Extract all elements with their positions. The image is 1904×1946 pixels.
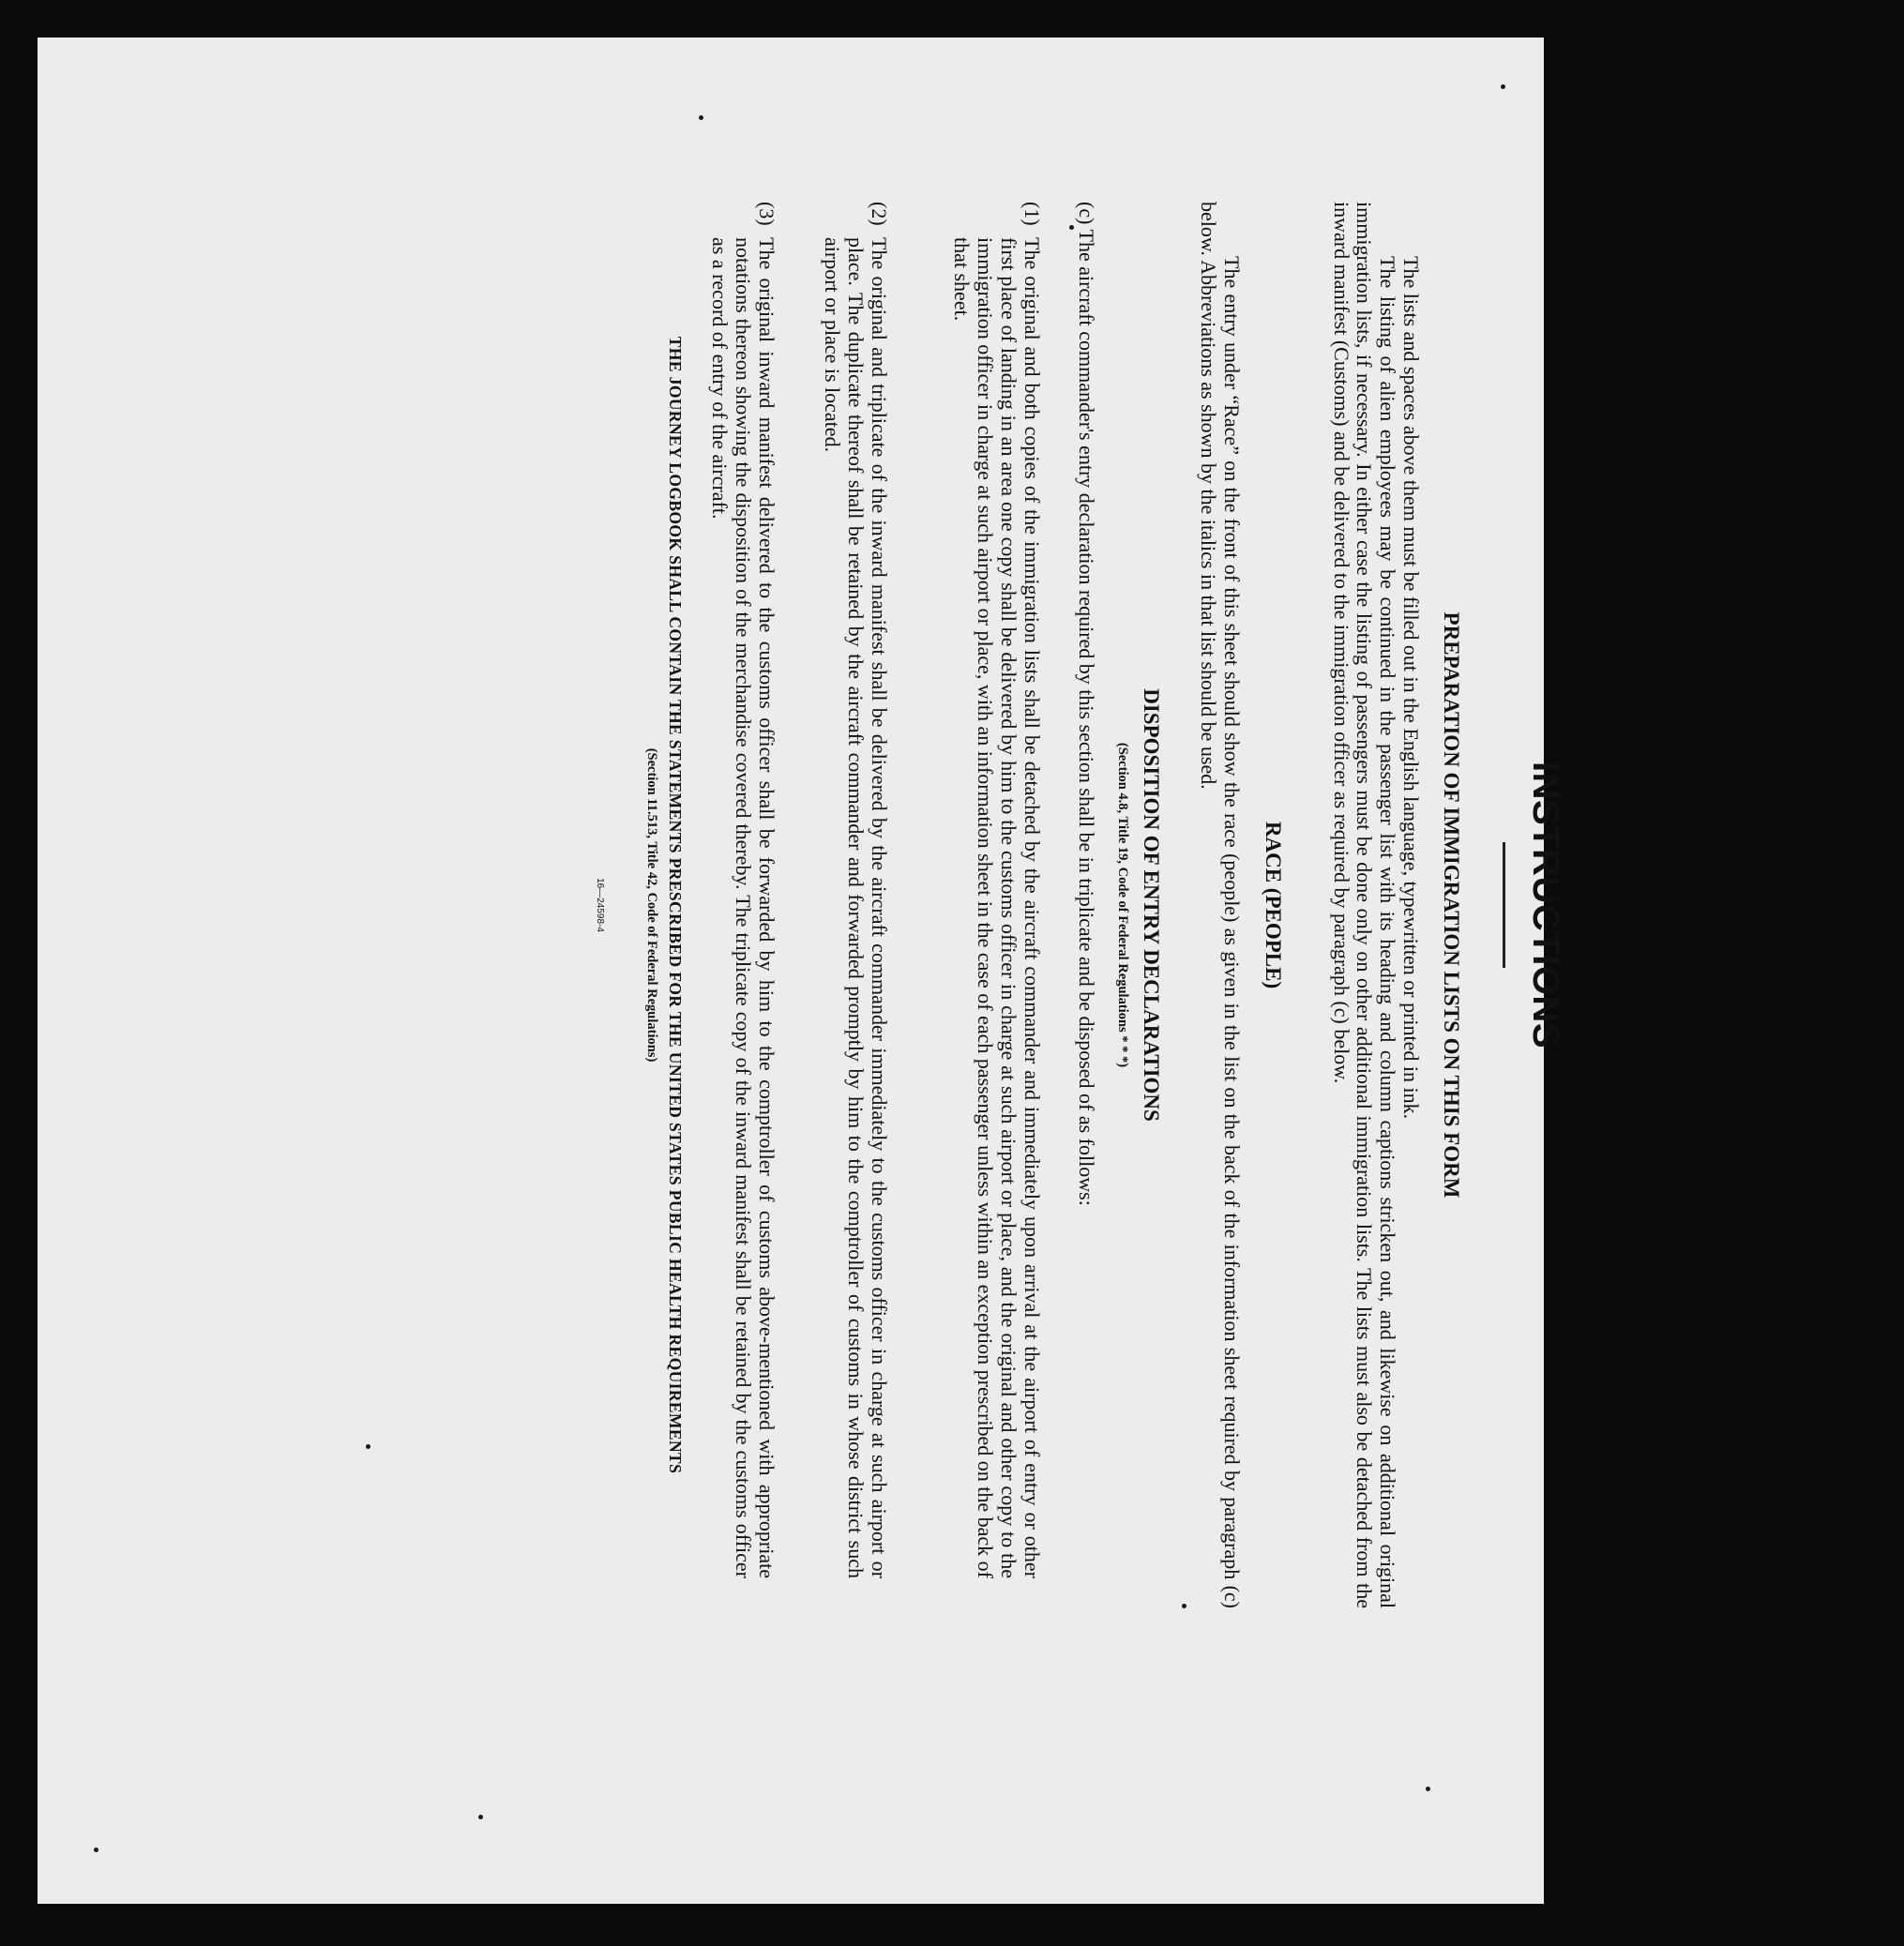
footer-citation: (Section 11.513, Title 42, Code of Federal Regulations) bbox=[644, 747, 659, 1063]
section-citation-disposition: (Section 4.8, Title 19, Code of Federal Regulations * * *) bbox=[1115, 742, 1130, 1068]
scanned-page bbox=[38, 38, 1566, 1904]
scan-speck bbox=[366, 1444, 370, 1449]
rotated-content bbox=[398, 38, 1904, 1904]
form-code: 16—24598-4 bbox=[595, 878, 605, 932]
scan-speck bbox=[1069, 225, 1074, 230]
list-item-text: The original and both copies of the immigration lists shall be detached by the aircraft commander and immediately upon arrival at the airport of entry or other first place of landing in an area one copy shall be delivered by him to the customs officer in charge at such airport or place, and the original and other copy to the immigration officer in charge at such airport or place, with an information sheet in the case of each passenger unless within an exception prescribed on the back of that sheet. bbox=[950, 237, 1044, 1578]
scan-speck bbox=[1426, 1787, 1430, 1791]
list-item-text: The original and triplicate of the inward manifest shall be delivered by the aircraft commander immediately to the customs officer in charge at such airport or place. The duplicate thereof shall be retained by the aircraft commander and forwarded promptly by him to the comptroller of customs in whose district such airport or place is located. bbox=[821, 237, 891, 1578]
section-heading-race: RACE (PEOPLE) bbox=[1262, 821, 1285, 989]
paragraph-alien-employees: The listing of alien employees may be continued in the passenger list with its heading and column captions stricken out, and likewise on additional original immigration lists, if necessary. In either case the listing of passengers must be done only on other additional immigration lists. The lists must also be detached from the inward manifest (Customs) and be delivered to the immigration officer as required by paragraph (c) below. bbox=[1330, 202, 1399, 1608]
paragraph-lists-filled-out: The lists and spaces above them must be filled out in the English language, typewritten or printed in ink. bbox=[1399, 256, 1423, 1120]
scan-speck bbox=[478, 1815, 483, 1819]
section-heading-preparation: PREPARATION OF IMMIGRATION LISTS ON THIS FORM bbox=[1440, 611, 1463, 1199]
footer-logbook-statement: THE JOURNEY LOGBOOK SHALL CONTAIN THE STATEMENTS PRESCRIBED FOR THE UNITED STATES PUBLIC HEALTH REQUIREMENTS bbox=[666, 336, 685, 1474]
list-item-number: (1) bbox=[1020, 202, 1044, 226]
paragraph-entry-declaration-intro: (c) The aircraft commander's entry declaration required by this section shall be in triplicate and be disposed of as follows: bbox=[1075, 202, 1098, 1206]
paragraph-race-entry: The entry under “Race” on the front of this sheet should show the race (people) as given in the list on the back of the information sheet required by paragraph (c) below. Abbreviations as shown by the italics in that list should be used. bbox=[1197, 202, 1244, 1608]
list-item-number: (2) bbox=[868, 202, 891, 226]
list-item-number: (3) bbox=[755, 202, 778, 226]
page-title: INSTRUCTIONS bbox=[1525, 762, 1566, 1048]
scan-speck bbox=[1501, 84, 1505, 89]
list-item-text: The original inward manifest delivered to the customs officer shall be forwarded by him to the comptroller of customs above-mentioned with appropriate notations thereon showing the disposition of the merchandise covered thereby. The triplicate copy of the inward manifest shall be retained by the customs officer as a record of entry of the aircraft. bbox=[708, 237, 778, 1578]
scan-speck bbox=[699, 115, 703, 120]
title-rule bbox=[1503, 842, 1505, 968]
scan-speck bbox=[94, 1848, 98, 1852]
section-heading-disposition: DISPOSITION OF ENTRY DECLARATIONS bbox=[1140, 688, 1163, 1122]
scan-speck bbox=[1182, 1604, 1186, 1608]
